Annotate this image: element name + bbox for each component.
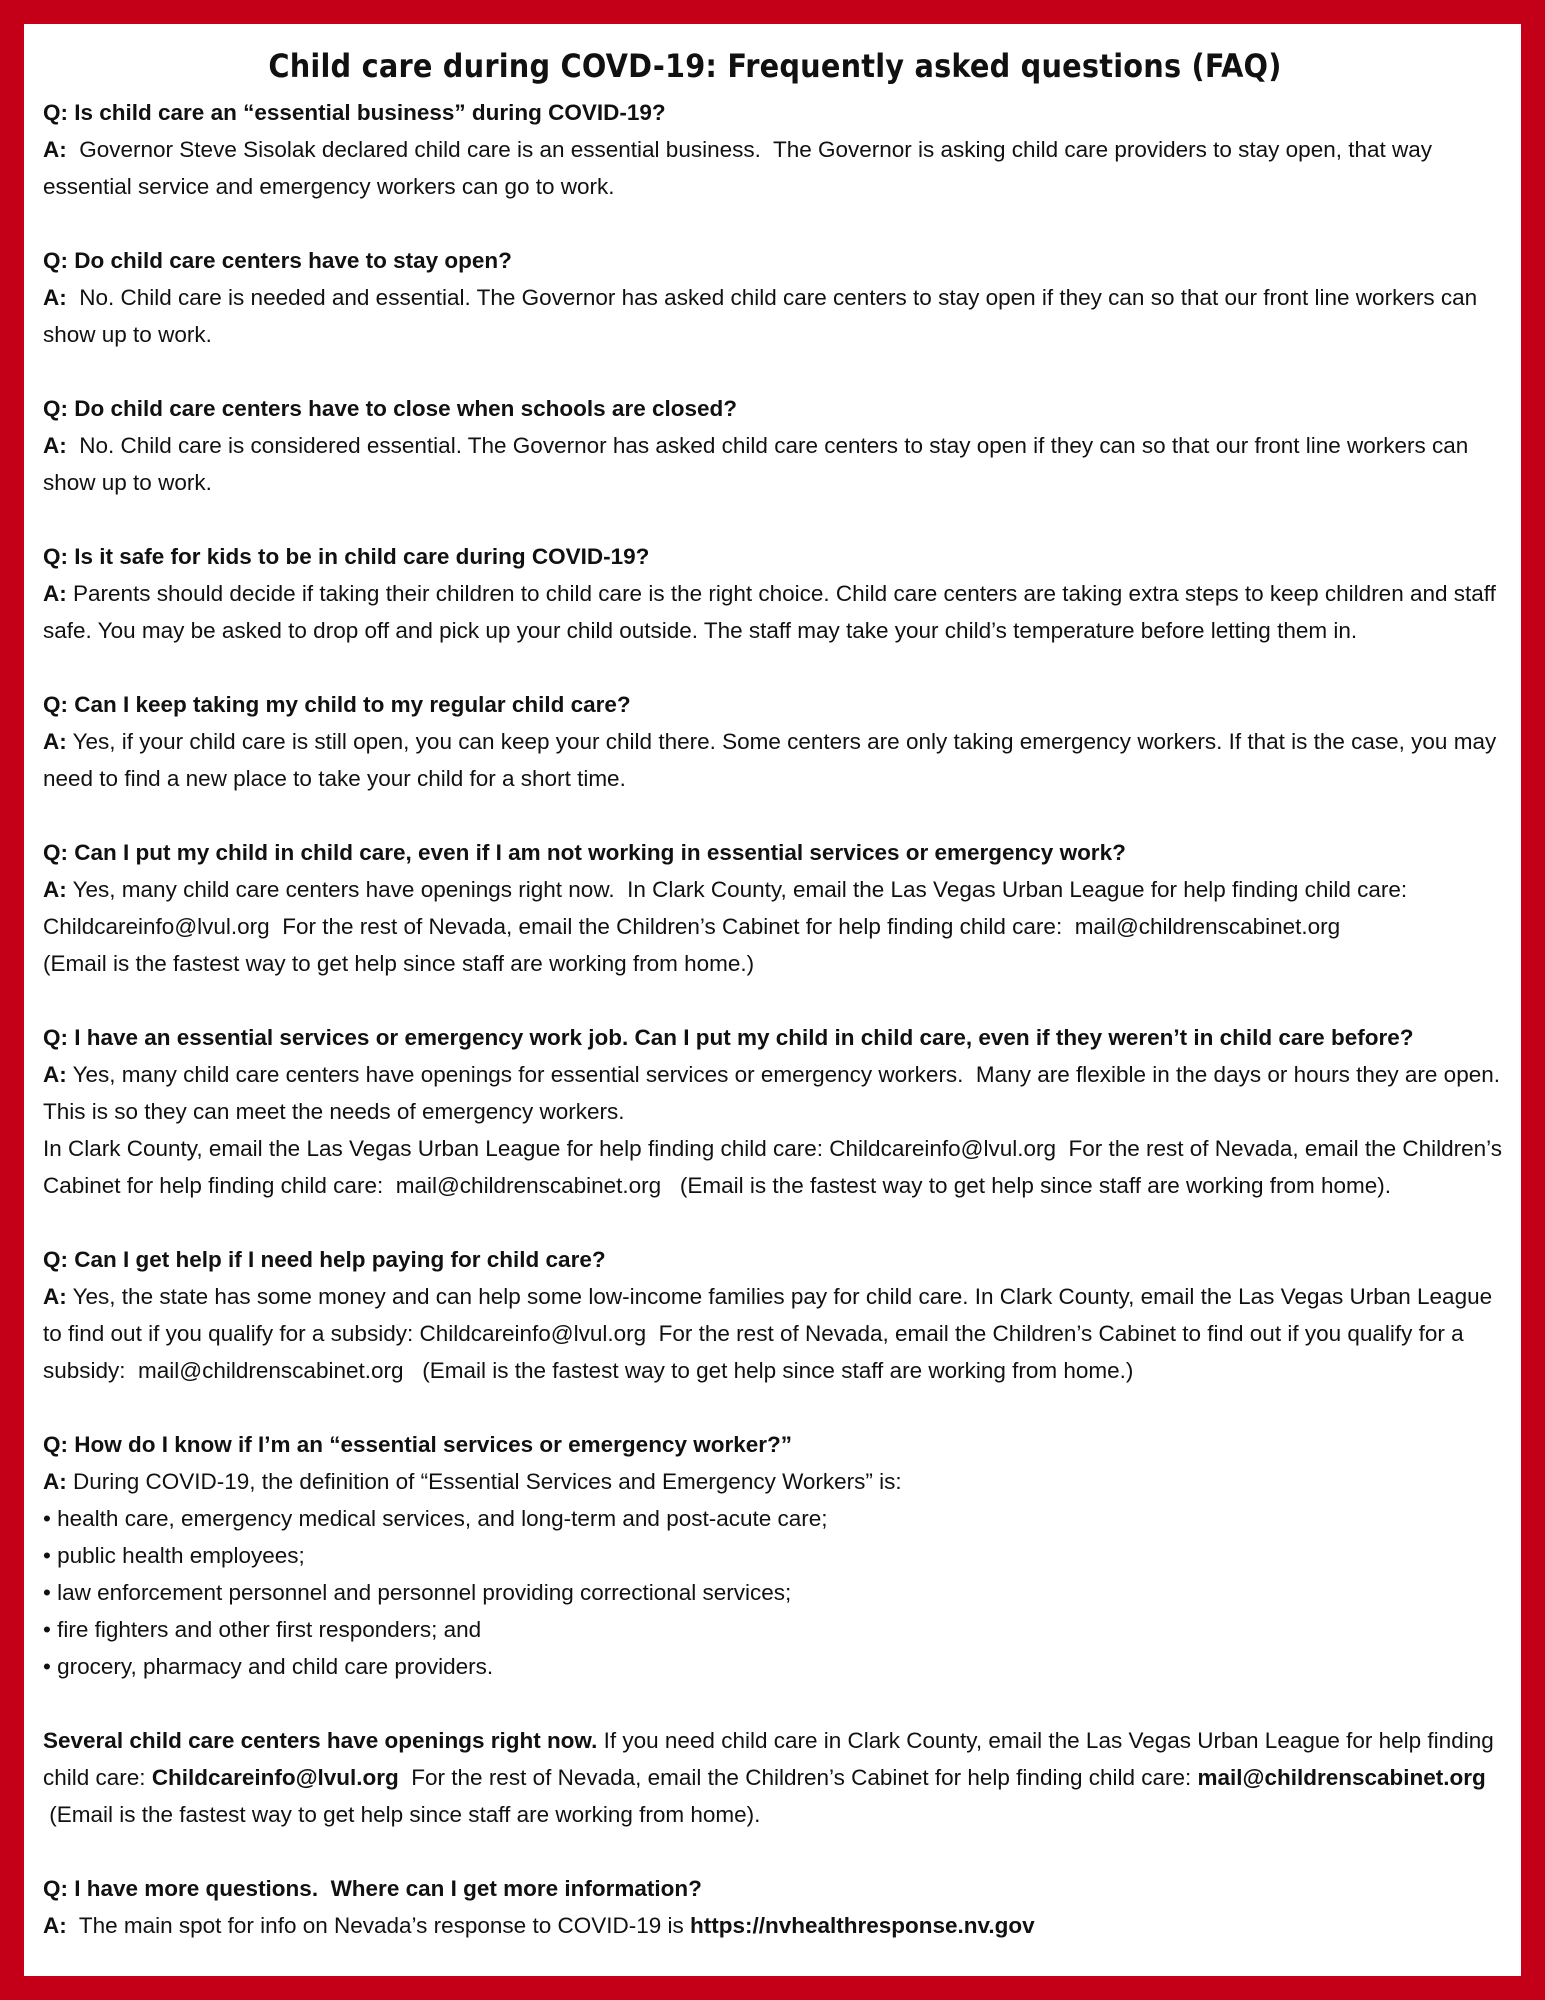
faq-answer <box>43 131 1507 205</box>
faq-question: Q: Is it safe for kids to be in child care during COVID-19? <box>43 544 650 569</box>
faq-item <box>43 1870 1507 1944</box>
list-item: • public health employees; <box>43 1537 1507 1574</box>
faq-item <box>43 834 1507 982</box>
answer-text: No. Child care is considered essential. The Governor has asked child care centers to stay open if they can so that our front line workers can show up to work. <box>43 433 1475 495</box>
faq-answer <box>43 871 1507 945</box>
answer-text: Parents should decide if taking their children to child care is the right choice. Child care centers are taking extra steps to keep children and staff safe. You may be asked to drop off and pick up your child outside. The staff may take your child’s temperature before letting them in. <box>43 581 1503 643</box>
faq-answer <box>43 1278 1507 1389</box>
answer-label: A: <box>43 581 67 606</box>
faq-item <box>43 390 1507 501</box>
faq-answer <box>43 1056 1507 1130</box>
faq-item <box>43 242 1507 353</box>
faq-question: Q: Can I get help if I need help paying for child care? <box>43 1247 606 1272</box>
answer-label: A: <box>43 729 67 754</box>
faq-item <box>43 1241 1507 1389</box>
answer-text: No. Child care is needed and essential. The Governor has asked child care centers to stay open if they can so that our front line workers can show up to work. <box>43 285 1484 347</box>
nv-health-response-link[interactable]: https://nvhealthresponse.nv.gov <box>689 1913 1035 1938</box>
list-item: • grocery, pharmacy and child care providers. <box>43 1648 1507 1685</box>
faq-item <box>43 538 1507 649</box>
faq-item <box>43 1426 1507 1685</box>
childrens-cabinet-email-link[interactable]: mail@childrenscabinet.org <box>1197 1765 1486 1790</box>
faq-answer-note: In Clark County, email the Las Vegas Urban League for help finding child care: Childcareinfo@lvul.org For the rest of Nevada, email the Children’s Cabinet for help finding child care: mail@childrenscabinet.org (Email is the fastest way to get help since staff are working from home). <box>43 1136 1509 1198</box>
faq-question: Q: Do child care centers have to stay open? <box>43 248 512 273</box>
faq-question: Q: Can I keep taking my child to my regular child care? <box>43 692 631 717</box>
essential-workers-list <box>43 1500 1507 1685</box>
answer-label: A: <box>43 1469 67 1494</box>
answer-text: Yes, the state has some money and can help some low-income families pay for child care. In Clark County, email the Las Vegas Urban League to find out if you qualify for a subsidy: Childcareinfo@lvul.org For the rest of Nevada, email the Children’s Cabinet to find out if you qualify for a subsidy: mail@childrenscabinet.org (Email is the fastest way to get help since staff are working from home.) <box>43 1284 1499 1383</box>
openings-text: (Email is the fastest way to get help since staff are working from home). <box>43 1802 761 1827</box>
openings-note <box>43 1722 1507 1833</box>
answer-label: A: <box>43 285 67 310</box>
answer-text: Governor Steve Sisolak declared child care is an essential business. The Governor is asking child care providers to stay open, that way essential service and emergency workers can go to work. <box>43 137 1439 199</box>
faq-question: Q: Can I put my child in child care, even if I am not working in essential services or emergency work? <box>43 840 1126 865</box>
answer-label: A: <box>43 1062 67 1087</box>
answer-text: The main spot for info on Nevada’s response to COVID-19 is <box>66 1913 690 1938</box>
answer-label: A: <box>43 1913 67 1938</box>
faq-answer <box>43 427 1507 501</box>
faq-question: Q: Is child care an “essential business” during COVID-19? <box>43 100 666 125</box>
answer-label: A: <box>43 877 67 902</box>
answer-label: A: <box>43 433 67 458</box>
faq-item <box>43 1019 1507 1204</box>
faq-document <box>24 24 1521 1976</box>
faq-item <box>43 686 1507 797</box>
openings-lead: Several child care centers have openings right now. <box>43 1728 598 1753</box>
openings-text: If you need child care in Clark County, email the Las Vegas Urban League for help finding child care: <box>43 1728 1500 1790</box>
faq-list <box>43 94 1507 1944</box>
faq-question: Q: I have an essential services or emergency work job. Can I put my child in child care, even if they weren’t in child care before? <box>43 1025 1414 1050</box>
answer-text: Yes, if your child care is still open, you can keep your child there. Some centers are only taking emergency workers. If that is the case, you may need to find a new place to take your child for a short time. <box>43 729 1503 791</box>
answer-label: A: <box>43 1284 67 1309</box>
faq-answer <box>43 279 1507 353</box>
faq-question: Q: I have more questions. Where can I get more information? <box>43 1876 702 1901</box>
faq-answer <box>43 575 1507 649</box>
faq-answer <box>43 723 1507 797</box>
list-item: • fire fighters and other first responders; and <box>43 1611 1507 1648</box>
faq-question: Q: Do child care centers have to close when schools are closed? <box>43 396 737 421</box>
openings-text: For the rest of Nevada, email the Children’s Cabinet for help finding child care: <box>398 1765 1198 1790</box>
page-title: Child care during COVD-19: Frequently asked questions (FAQ) <box>268 47 1282 85</box>
faq-question: Q: How do I know if I’m an “essential services or emergency worker?” <box>43 1432 792 1457</box>
faq-answer <box>43 1463 1507 1500</box>
faq-item <box>43 94 1507 205</box>
answer-text: During COVID-19, the definition of “Essential Services and Emergency Workers” is: <box>66 1469 902 1494</box>
list-item: • health care, emergency medical services, and long-term and post-acute care; <box>43 1500 1507 1537</box>
answer-label: A: <box>43 137 67 162</box>
list-item: • law enforcement personnel and personnel providing correctional services; <box>43 1574 1507 1611</box>
lvul-email-link[interactable]: Childcareinfo@lvul.org <box>151 1765 399 1790</box>
faq-answer-note: (Email is the fastest way to get help since staff are working from home.) <box>43 951 755 976</box>
answer-text: Yes, many child care centers have openings for essential services or emergency workers. Many are flexible in the days or hours they are open. This is so they can meet the needs of emergency workers. <box>43 1062 1506 1124</box>
faq-answer <box>43 1907 1507 1944</box>
answer-text: Yes, many child care centers have openings right now. In Clark County, email the Las Vegas Urban League for help finding child care: Childcareinfo@lvul.org For the rest of Nevada, email the Children’s Cabinet for help finding child care: mail@childrenscabinet.org <box>43 877 1414 939</box>
